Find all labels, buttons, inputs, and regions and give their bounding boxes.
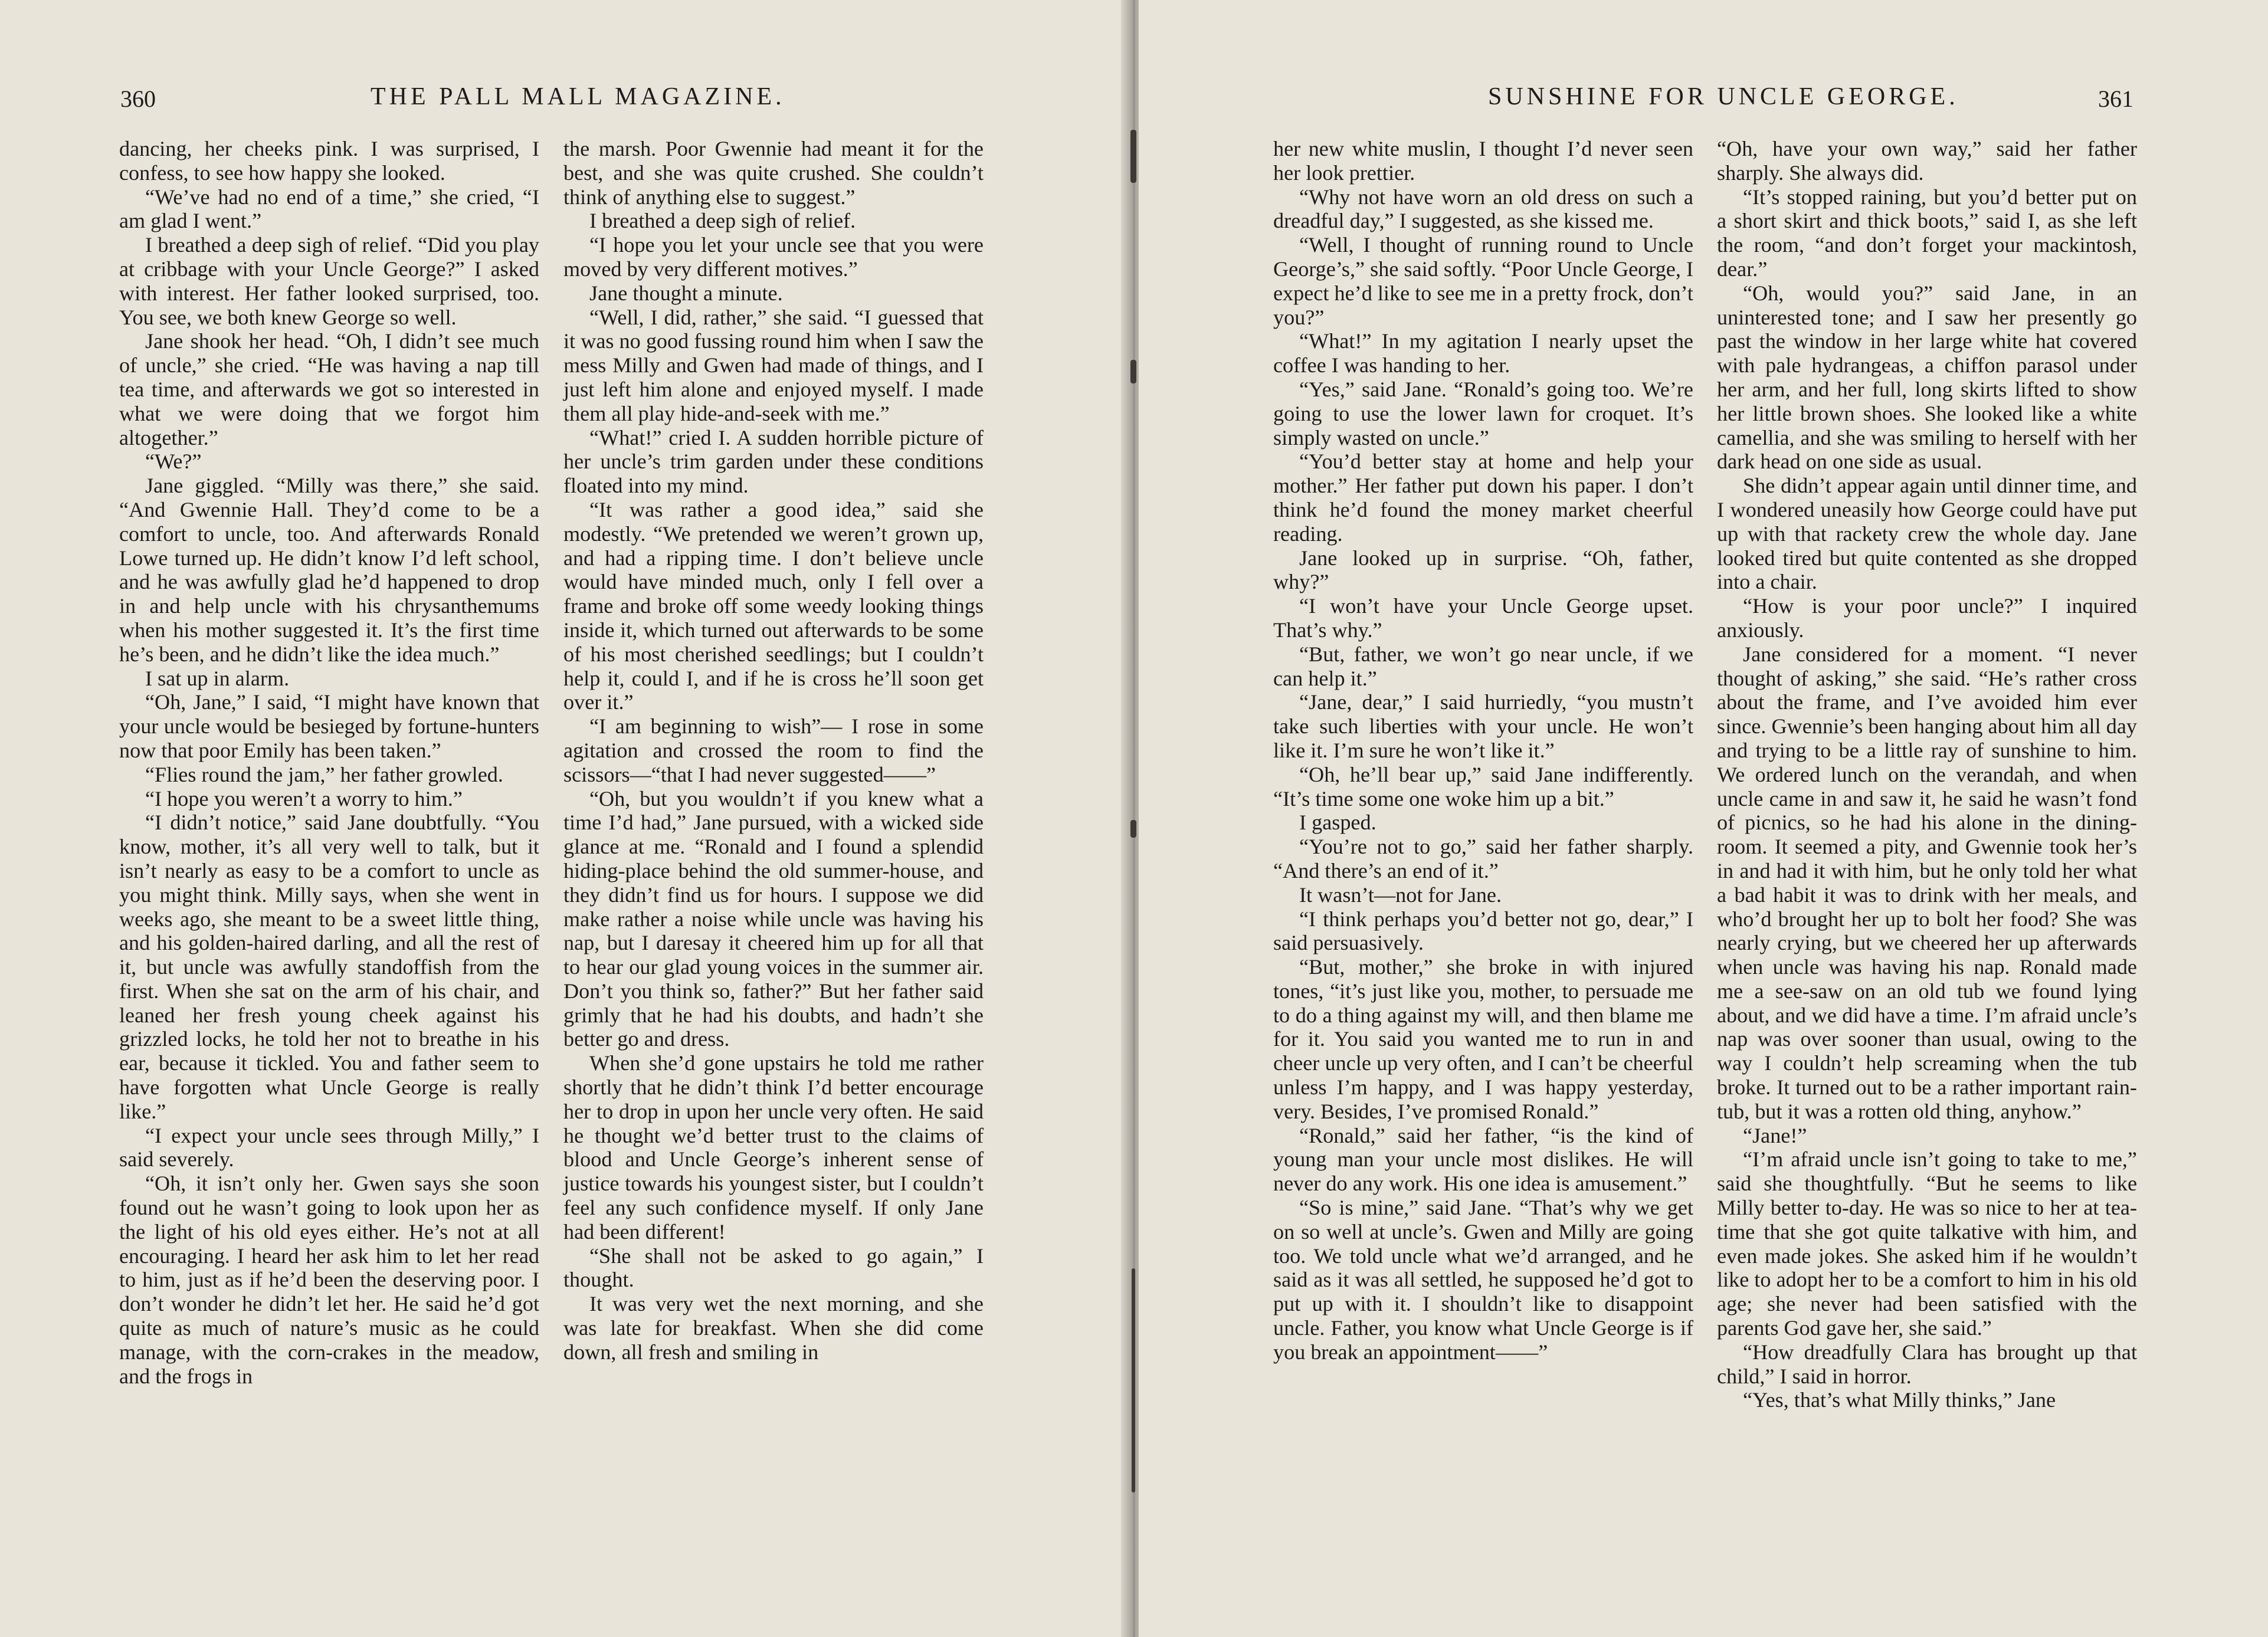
paragraph: “Oh, would you?” said Jane, in an uninterested tone; and I saw her presently go past the window in her large white hat covered with pale hydrangeas, a chiffon parasol under her arm, and her full, long skirts lifted to show her little brown shoes. She looked like a white camellia, and she was smiling to herself with her dark head on one side as usual. [1717,281,2137,474]
paragraph: “I didn’t notice,” said Jane doubtfully. “You know, mother, it’s all very well to talk, but it isn’t nearly as easy to be a comfort to uncle as you might think. Milly says, when she went in weeks ago, she meant to be a sweet little thing, and his golden-haired darling, and all the rest of it, but uncle was awfully standoffish from the first. When she sat on the arm of his chair, and leaned her fresh young cheek against his grizzled locks, he told her not to breathe in his ear, because it tickled. You and father seem to have forgotten what Uncle George is really like.” [119,811,539,1123]
paragraph: Jane considered for a moment. “I never thought of asking,” she said. “He’s rather cross about the frame, and I’ve avoided him ever since. Gwennie’s been hanging about him all day and trying to be a little ray of sunshine to him. We ordered lunch on the verandah, and when uncle came in and saw it, he said he wasn’t fond of picnics, so he had his alone in the dining-room. It seemed a pity, and Gwennie took her’s in and had it with him, but he only told her what a bad habit it was to drink with her meals, and who’d brought her up to bolt her food? She was nearly crying, but we cheered her up afterwards when uncle was having his nap. Ronald made me a see-saw on an old tub we found lying about, and we did have a time. I’m afraid uncle’s nap was over sooner than usual, owing to the way I couldn’t help screaming when the tub broke. It turned out to be a rather important rain-tub, but it was a rotten old thing, anyhow.” [1717,642,2137,1123]
text-column-4 [1717,137,2137,1412]
paragraph: “Jane, dear,” I said hurriedly, “you mustn’t take such liberties with your uncle. He won’t like it. I’m sure he won’t like it.” [1273,690,1693,762]
paragraph: I breathed a deep sigh of relief. [589,209,856,233]
running-head-left: THE PALL MALL MAGAZINE. [371,83,785,110]
paragraph: I gasped. [1299,811,1376,835]
paragraph: “You’re not to go,” said her father sharply. “And there’s an end of it.” [1273,835,1693,883]
paragraph: “You’d better stay at home and help your mother.” Her father put down his paper. I don’t think he’d found the money market cheerful reading. [1273,450,1693,546]
paragraph: “I won’t have your Uncle George upset. That’s why.” [1273,594,1693,642]
paragraph: “I’m afraid uncle isn’t going to take to me,” said she thoughtfully. “But he seems to like Milly better to-day. He was so nice to her at tea-time that she got quite talkative with him, and even made jokes. She asked him if he wouldn’t like to adopt her to be a comfort to him in his old age; she never had been satisfied with the parents God gave her, she said.” [1717,1147,2137,1340]
paragraph: “Yes,” said Jane. “Ronald’s going too. We’re going to use the lower lawn for croquet. It’s simply wasted on uncle.” [1273,377,1693,450]
text-column-1 [119,137,539,1388]
paragraph: “Oh, he’ll bear up,” said Jane indifferently. “It’s time some one woke him up a bit.” [1273,762,1693,811]
paragraph: her new white muslin, I thought I’d never seen her look prettier. [1273,137,1693,185]
paragraph: dancing, her cheeks pink. I was surprised, I confess, to see how happy she looked. [119,137,539,185]
paragraph: Jane thought a minute. [589,281,783,305]
paragraph: It wasn’t—not for Jane. [1299,883,1502,907]
binding-stitch [1132,1268,1135,1492]
paragraph: “Oh, it isn’t only her. Gwen says she soon found out he wasn’t going to look upon her as the light of his old eyes either. He’s not at all encouraging. I heard her ask him to let her read to him, just as if he’d been the deserving poor. I don’t wonder he didn’t let her. He said he’d got quite as much of nature’s music as he could manage, with the corn-crakes in the meadow, and the frogs in [119,1172,539,1388]
running-head-right: SUNSHINE FOR UNCLE GEORGE. [1488,83,1959,110]
paragraph: “How is your poor uncle?” I inquired anxiously. [1717,594,2137,642]
paragraph: “Why not have worn an old dress on such a dreadful day,” I suggested, as she kissed me. [1273,185,1693,233]
paragraph: Jane shook her head. “Oh, I didn’t see much of uncle,” she cried. “He was having a nap till tea time, and afterwards we got so interested in what we were doing that we forgot him altogether.” [119,329,539,450]
paragraph: I sat up in alarm. [145,666,290,690]
paragraph: “Well, I did, rather,” she said. “I guessed that it was no good fussing round him when I saw the mess Milly and Gwen had made of things, and I just left him alone and enjoyed myself. I made them all play hide-and-seek with me.” [563,305,984,425]
paragraph: “What!” In my agitation I nearly upset the coffee I was handing to her. [1273,329,1693,378]
binding-stitch [1130,130,1136,183]
paragraph: Jane giggled. “Milly was there,” she said. “And Gwennie Hall. They’d come to be a comfort to uncle, too. And afterwards Ronald Lowe turned up. He didn’t know I’d left school, and he was awfully glad he’d happened to drop in and help uncle with his chrysanthemums when his mother suggested it. It’s the first time he’s been, and he didn’t like the idea much.” [119,474,539,666]
page-number-left: 360 [120,86,156,112]
binding-stitch [1130,820,1136,838]
paragraph: “It’s stopped raining, but you’d better put on a short skirt and thick boots,” said I, as she left the room, “and don’t forget your mackintosh, dear.” [1717,185,2137,281]
paragraph: “Oh, have your own way,” said her father sharply. She always did. [1717,137,2137,185]
paragraph: “But, mother,” she broke in with injured tones, “it’s just like you, mother, to persuade me to do a thing against my will, and then blame me for it. You said you wanted me to run in and cheer uncle up very often, and I can’t be cheerful unless I’m happy, and I was happy yesterday, very. Besides, I’ve promised Ronald.” [1273,955,1693,1123]
paragraph: “She shall not be asked to go again,” I thought. [563,1244,984,1292]
paragraph: “How dreadfully Clara has brought up that child,” I said in horror. [1717,1340,2137,1388]
paragraph: I breathed a deep sigh of relief. “Did you play at cribbage with your Uncle George?” I asked with interest. Her father looked surprised, too. You see, we both knew George so well. [119,233,539,329]
paragraph: “I hope you weren’t a worry to him.” [145,786,463,811]
paragraph: “We’ve had no end of a time,” she cried, “I am glad I went.” [119,185,539,233]
paragraph: “It was rather a good idea,” said she modestly. “We pretended we weren’t grown up, and had a ripping time. I don’t believe uncle would have minded much, only I fell over a frame and broke off some weedy looking things inside it, which turned out afterwards to be some of his most cherished seedlings; but I couldn’t help it, could I, and if he is cross he’ll soon get over it.” [563,497,984,714]
left-page [0,0,1130,1637]
paragraph: It was very wet the next morning, and she was late for breakfast. When she did come down, all fresh and smiling in [563,1292,984,1364]
paragraph: “Well, I thought of running round to Uncle George’s,” she said softly. “Poor Uncle George, I expect he’d like to see me in a pretty frock, don’t you?” [1273,233,1693,329]
paragraph: the marsh. Poor Gwennie had meant it for the best, and she was quite crushed. She couldn’t think of anything else to suggest.” [563,137,984,209]
right-page [1139,0,2268,1637]
paragraph: “I expect your uncle sees through Milly,” I said severely. [119,1123,539,1172]
paragraph: “What!” cried I. A sudden horrible picture of her uncle’s trim garden under these conditions floated into my mind. [563,425,984,498]
paragraph: “Oh, Jane,” I said, “I might have known that your uncle would be besieged by fortune-hunters now that poor Emily has been taken.” [119,690,539,762]
paragraph: “I am beginning to wish”— I rose in some agitation and crossed the room to find the scissors—“that I had never suggested——” [563,714,984,786]
paragraph: “But, father, we won’t go near uncle, if we can help it.” [1273,642,1693,690]
paragraph: “Ronald,” said her father, “is the kind of young man your uncle most dislikes. He will never do any work. His one idea is amusement.” [1273,1123,1693,1196]
paragraph: Jane looked up in surprise. “Oh, father, why?” [1273,546,1693,594]
paragraph: “So is mine,” said Jane. “That’s why we get on so well at uncle’s. Gwen and Milly are going too. We told uncle what we’d arranged, and he said as it was all settled, he supposed he’d got to put up with it. I shouldn’t like to disappoint uncle. Father, you know what Uncle George is if you break an appointment——” [1273,1196,1693,1364]
paragraph: “Flies round the jam,” her father growled. [145,762,503,786]
paragraph: “I think perhaps you’d better not go, dear,” I said persuasively. [1273,907,1693,955]
text-column-3 [1273,137,1693,1364]
paragraph: “I hope you let your uncle see that you were moved by very different motives.” [563,233,984,281]
paragraph: “Oh, but you wouldn’t if you knew what a time I’d had,” Jane pursued, with a wicked side glance at me. “Ronald and I found a splendid hiding-place behind the old summer-house, and they didn’t find us for hours. I suppose we did make rather a noise while uncle was having his nap, but I daresay it cheered him up for all that to hear our glad young voices in the summer air. Don’t you think so, father?” But her father said grimly that he had his doubts, and hadn’t she better go and dress. [563,786,984,1051]
paragraph: “We?” [145,450,202,474]
paragraph: When she’d gone upstairs he told me rather shortly that he didn’t think I’d better encourage her to drop in upon her uncle very often. He said he thought we’d better trust to the claims of blood and Uncle George’s inherent sense of justice towards his youngest sister, but I couldn’t feel any such confidence myself. If only Jane had been different! [563,1051,984,1244]
paragraph: “Jane!” [1743,1123,1807,1147]
page-number-right: 361 [2098,86,2133,112]
paragraph: She didn’t appear again until dinner time, and I wondered uneasily how George could have put up with that rackety crew the whole day. Jane looked tired but quite contented as she dropped into a chair. [1717,474,2137,594]
text-column-2 [563,137,984,1364]
binding-stitch [1130,360,1136,383]
paragraph: “Yes, that’s what Milly thinks,” Jane [1743,1388,2056,1412]
